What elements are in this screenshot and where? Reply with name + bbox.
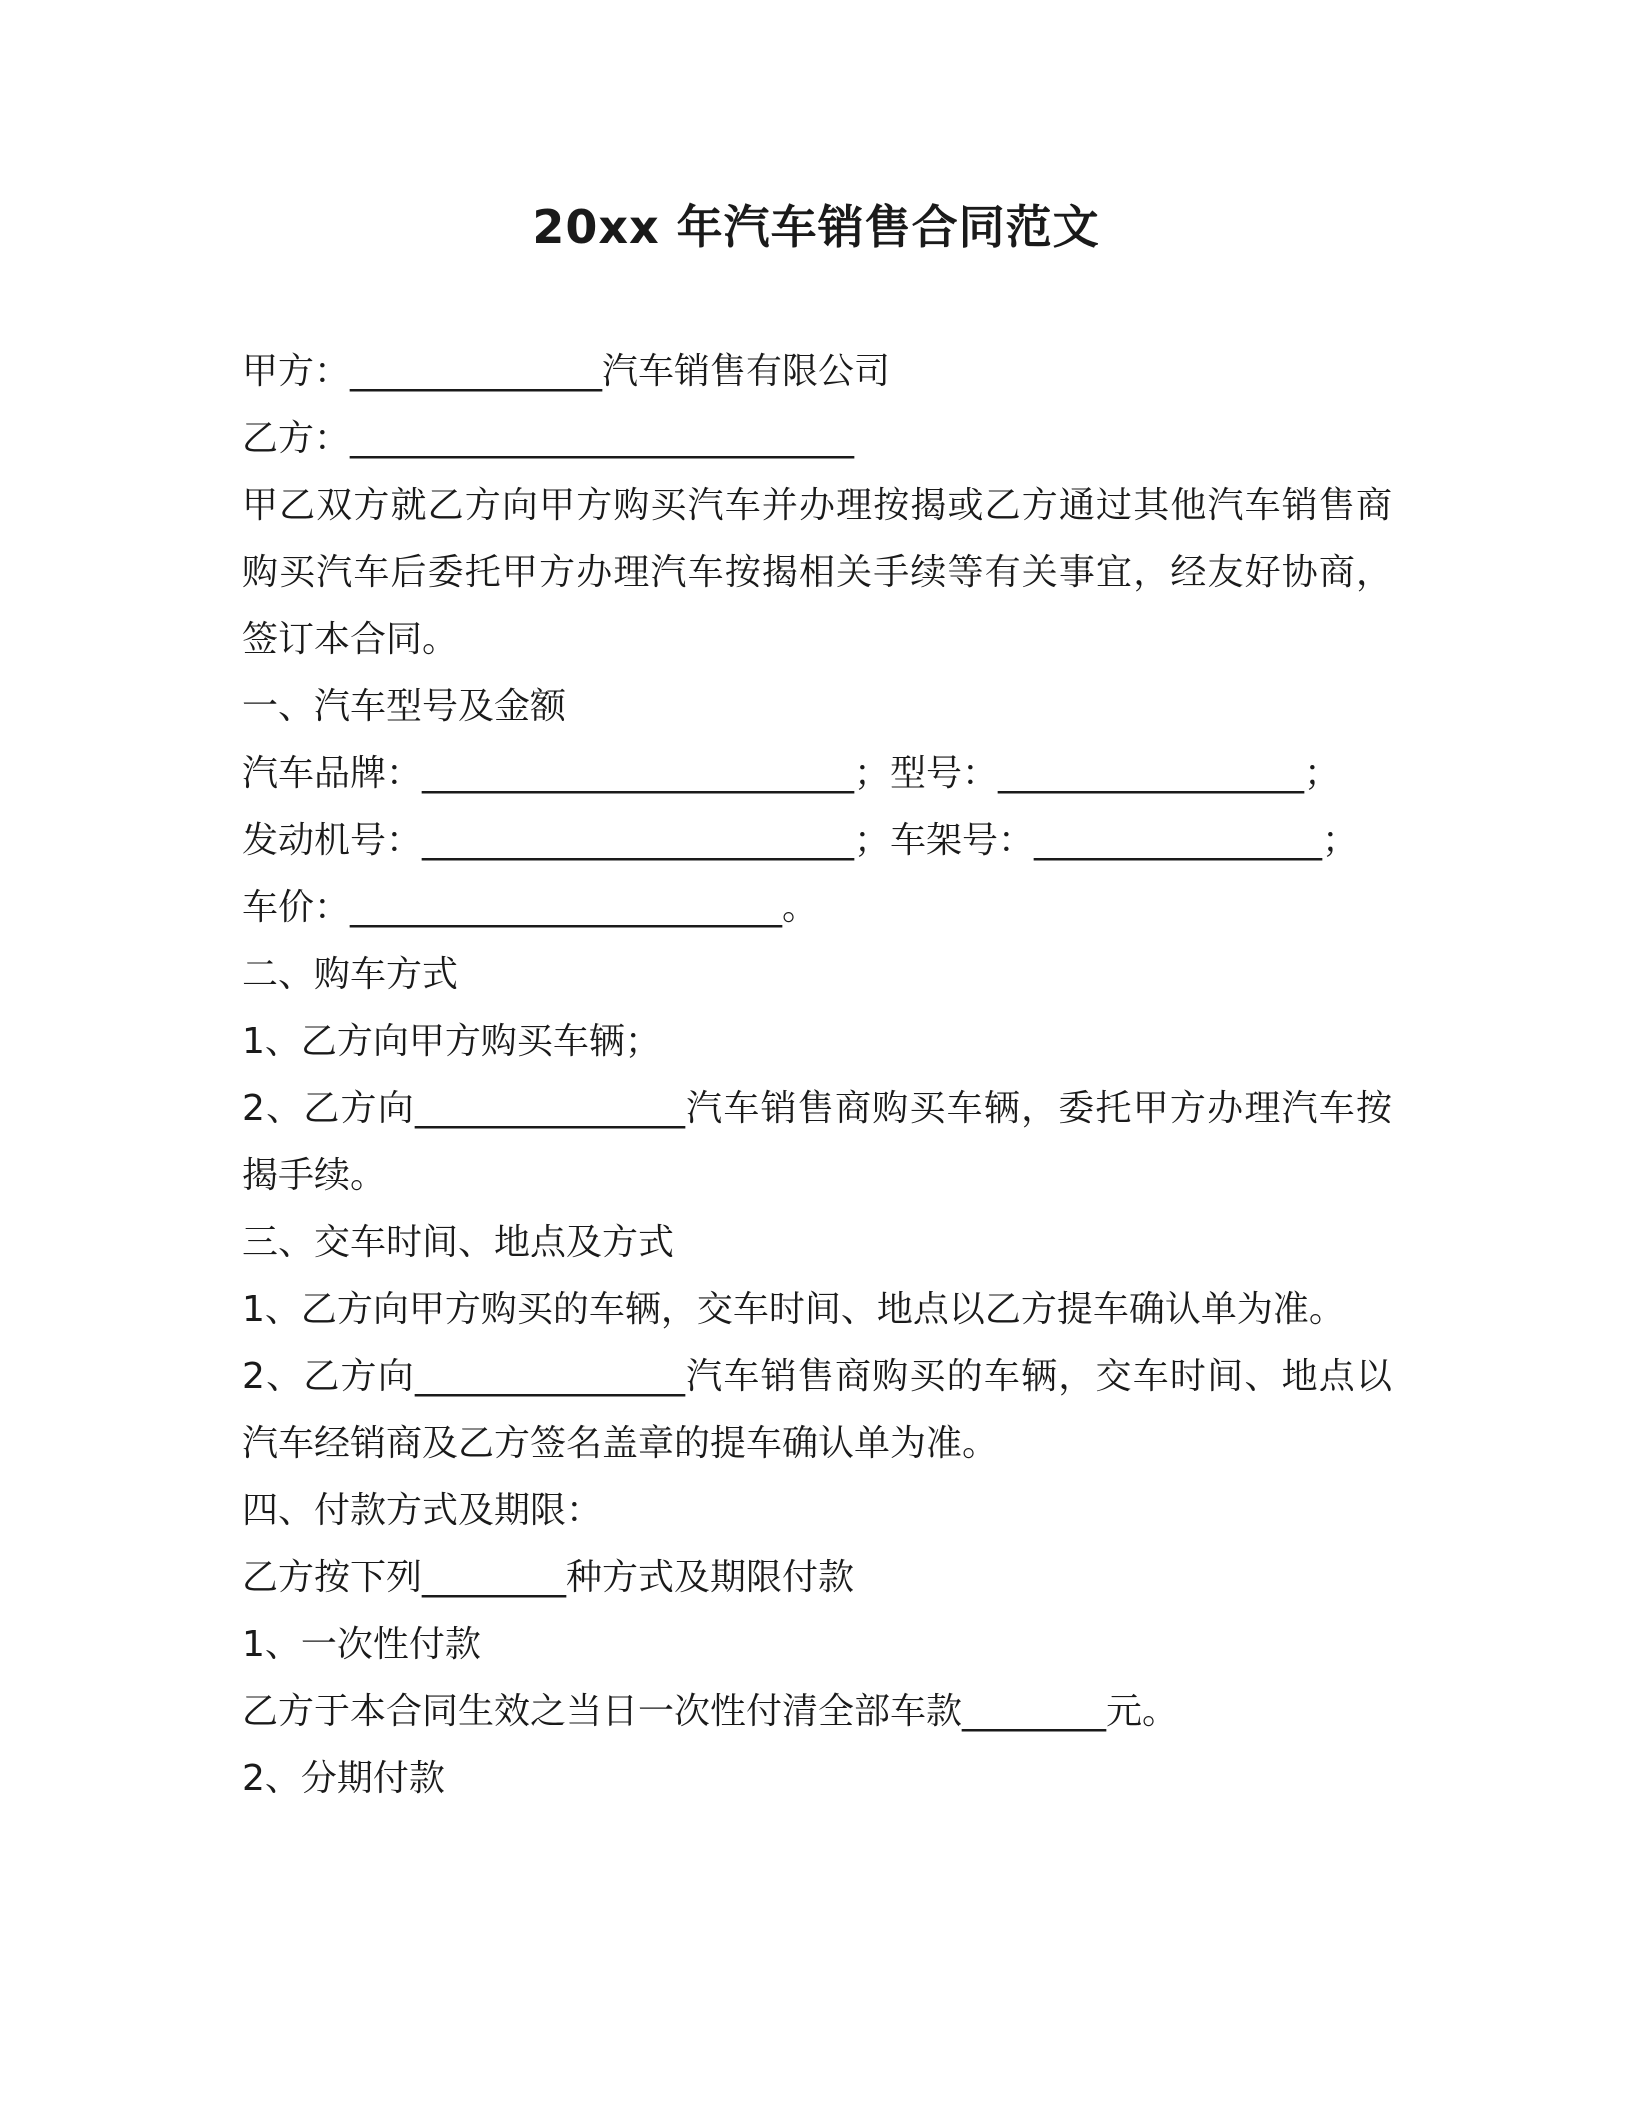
- document-title: 20xx 年汽车销售合同范文: [532, 200, 1100, 254]
- price-line: 车价：________________________。: [242, 887, 819, 928]
- section-1-heading: 一、汽车型号及金额: [242, 686, 567, 727]
- section-2-item-1: 1、乙方向甲方购买车辆；: [242, 1021, 661, 1062]
- section-2-heading: 二、购车方式: [242, 954, 459, 995]
- party-b-line: 乙方：____________________________: [242, 418, 855, 459]
- intro-paragraph: 甲乙双方就乙方向甲方购买汽车并办理按揭或乙方通过其他汽车销售商购买汽车后委托甲方办理汽车按揭相关手续等有关事宜，经友好协商，签订本合同。: [242, 485, 1392, 660]
- section-4-item-1-heading: 1、一次性付款: [242, 1624, 481, 1665]
- party-a-line: 甲方：______________汽车销售有限公司: [242, 351, 891, 392]
- section-3-item-2: 2、乙方向_______________汽车销售商购买的车辆，交车时间、地点以汽车经销商及乙方签名盖章的提车确认单为准。: [242, 1356, 1392, 1464]
- brand-model-line: 汽车品牌：________________________；型号：_________________；: [242, 753, 1341, 794]
- section-4-item-1-text: 乙方于本合同生效之当日一次性付清全部车款________元。: [242, 1691, 1179, 1732]
- section-3-heading: 三、交车时间、地点及方式: [242, 1222, 675, 1263]
- section-4-intro: 乙方按下列________种方式及期限付款: [242, 1557, 855, 1598]
- section-3-item-1: 1、乙方向甲方购买的车辆，交车时间、地点以乙方提车确认单为准。: [242, 1289, 1345, 1330]
- engine-frame-line: 发动机号：________________________；车架号：________________；: [242, 820, 1359, 861]
- section-4-item-2-heading: 2、分期付款: [242, 1758, 445, 1799]
- document-body: [242, 338, 1392, 1812]
- section-2-item-2: 2、乙方向_______________汽车销售商购买车辆，委托甲方办理汽车按揭手续。: [242, 1088, 1392, 1196]
- section-4-heading: 四、付款方式及期限：: [242, 1490, 603, 1531]
